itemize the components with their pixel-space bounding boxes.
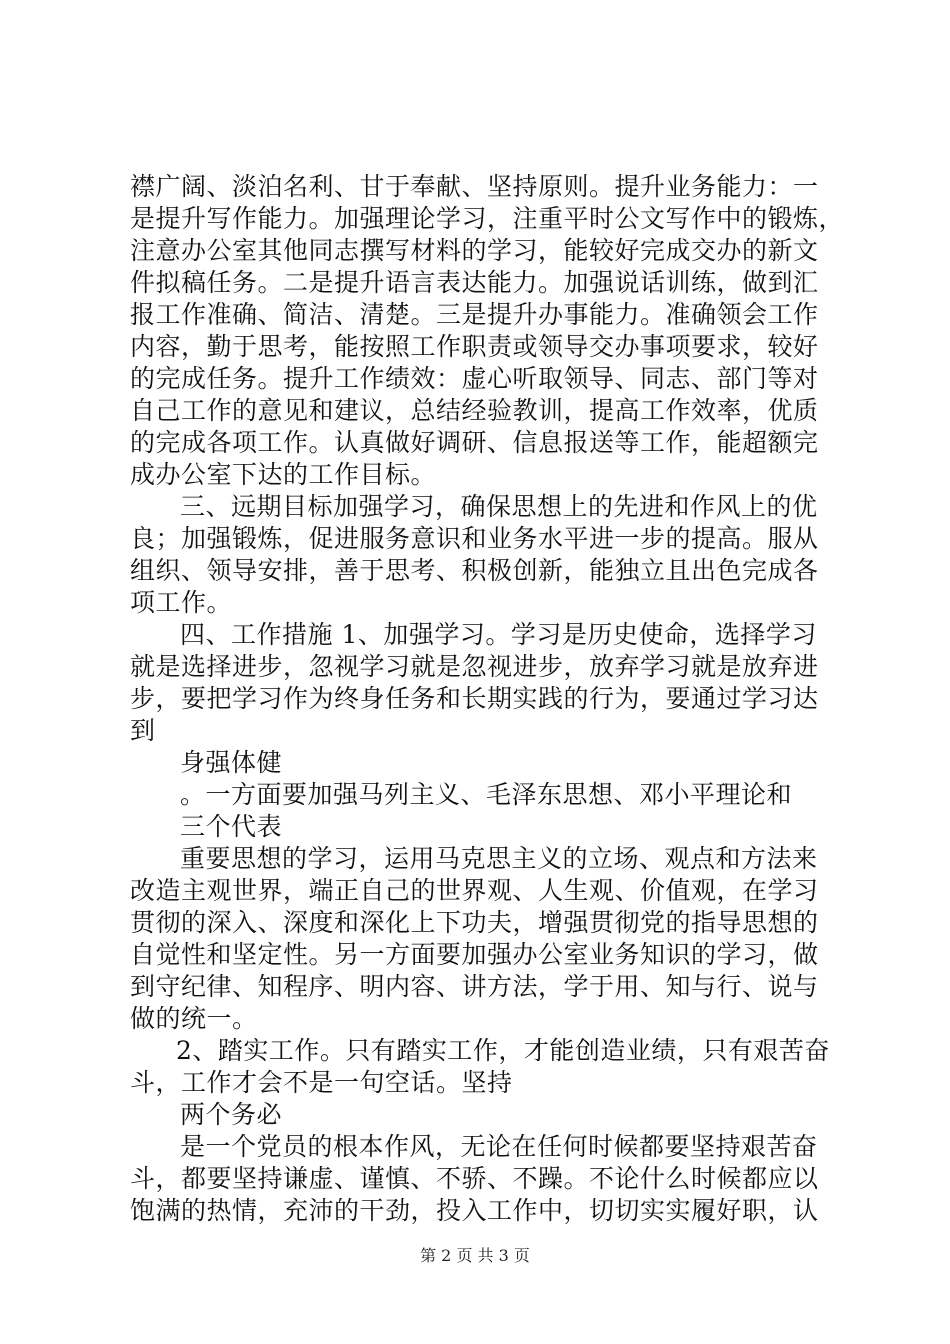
text-line: 三、远期目标加强学习，确保思想上的先进和作风上的优 — [180, 492, 818, 521]
text-line: 自觉性和坚定性。另一方面要加强办公室业务知识的学习，做 — [130, 940, 819, 969]
text-line: 到 — [130, 716, 156, 745]
text-line: 重要思想的学习，运用马克思主义的立场、观点和方法来 — [180, 844, 818, 873]
text-line: 自己工作的意见和建议，总结经验教训，提高工作效率，优质 — [130, 396, 819, 425]
text-line: 两个务必 — [180, 1100, 283, 1129]
text-line: 到守纪律、知程序、明内容、讲方法，学于用、知与行、说与 — [130, 972, 819, 1001]
text-line: 是提升写作能力。加强理论学习，注重平时公文写作中的锻炼， — [130, 204, 845, 233]
text-line: 饱满的热情，充沛的干劲，投入工作中，切切实实履好职，认 — [130, 1196, 819, 1225]
text-line: 的完成任务。提升工作绩效：虚心听取领导、同志、部门等对 — [130, 364, 819, 393]
text-line: 是一个党员的根本作风，无论在任何时候都要坚持艰苦奋 — [180, 1132, 818, 1161]
text-line: 的完成各项工作。认真做好调研、信息报送等工作，能超额完 — [130, 428, 819, 457]
text-line: 2、踏实工作。只有踏实工作，才能创造业绩，只有艰苦奋 — [176, 1036, 830, 1065]
text-line: 组织、领导安排，善于思考、积极创新，能独立且出色完成各 — [130, 556, 819, 585]
text-line: 四、工作措施 1、加强学习。学习是历史使命，选择学习 — [180, 620, 817, 649]
text-line: 成办公室下达的工作目标。 — [130, 460, 437, 489]
text-line: 良；加强锻炼，促进服务意识和业务水平进一步的提高。服从 — [130, 524, 819, 553]
text-line: 步，要把学习作为终身任务和长期实践的行为，要通过学习达 — [130, 684, 819, 713]
page-number-footer: 第 2 页 共 3 页 — [420, 1246, 530, 1265]
text-line: 内容，勤于思考，能按照工作职责或领导交办事项要求，较好 — [130, 332, 819, 361]
text-line: 项工作。 — [130, 588, 233, 617]
text-line: 就是选择进步，忽视学习就是忽视进步，放弃学习就是放弃进 — [130, 652, 819, 681]
text-line: 斗，工作才会不是一句空话。坚持 — [130, 1068, 513, 1097]
text-line: 身强体健 — [180, 748, 283, 777]
text-line: 注意办公室其他同志撰写材料的学习，能较好完成交办的新文 — [130, 236, 819, 265]
text-line: 。一方面要加强马列主义、毛泽东思想、邓小平理论和 — [180, 780, 793, 809]
text-line: 三个代表 — [180, 812, 283, 841]
text-line: 报工作准确、简洁、清楚。三是提升办事能力。准确领会工作 — [130, 300, 819, 329]
text-line: 做的统一。 — [130, 1004, 258, 1033]
text-line: 改造主观世界，端正自己的世界观、人生观、价值观，在学习 — [130, 876, 819, 905]
text-line: 贯彻的深入、深度和深化上下功夫，增强贯彻党的指导思想的 — [130, 908, 819, 937]
text-line: 件拟稿任务。二是提升语言表达能力。加强说话训练，做到汇 — [130, 268, 819, 297]
text-line: 斗，都要坚持谦虚、谨慎、不骄、不躁。不论什么时候都应以 — [130, 1164, 819, 1193]
text-line: 襟广阔、淡泊名利、甘于奉献、坚持原则。提升业务能力：一 — [130, 172, 819, 201]
